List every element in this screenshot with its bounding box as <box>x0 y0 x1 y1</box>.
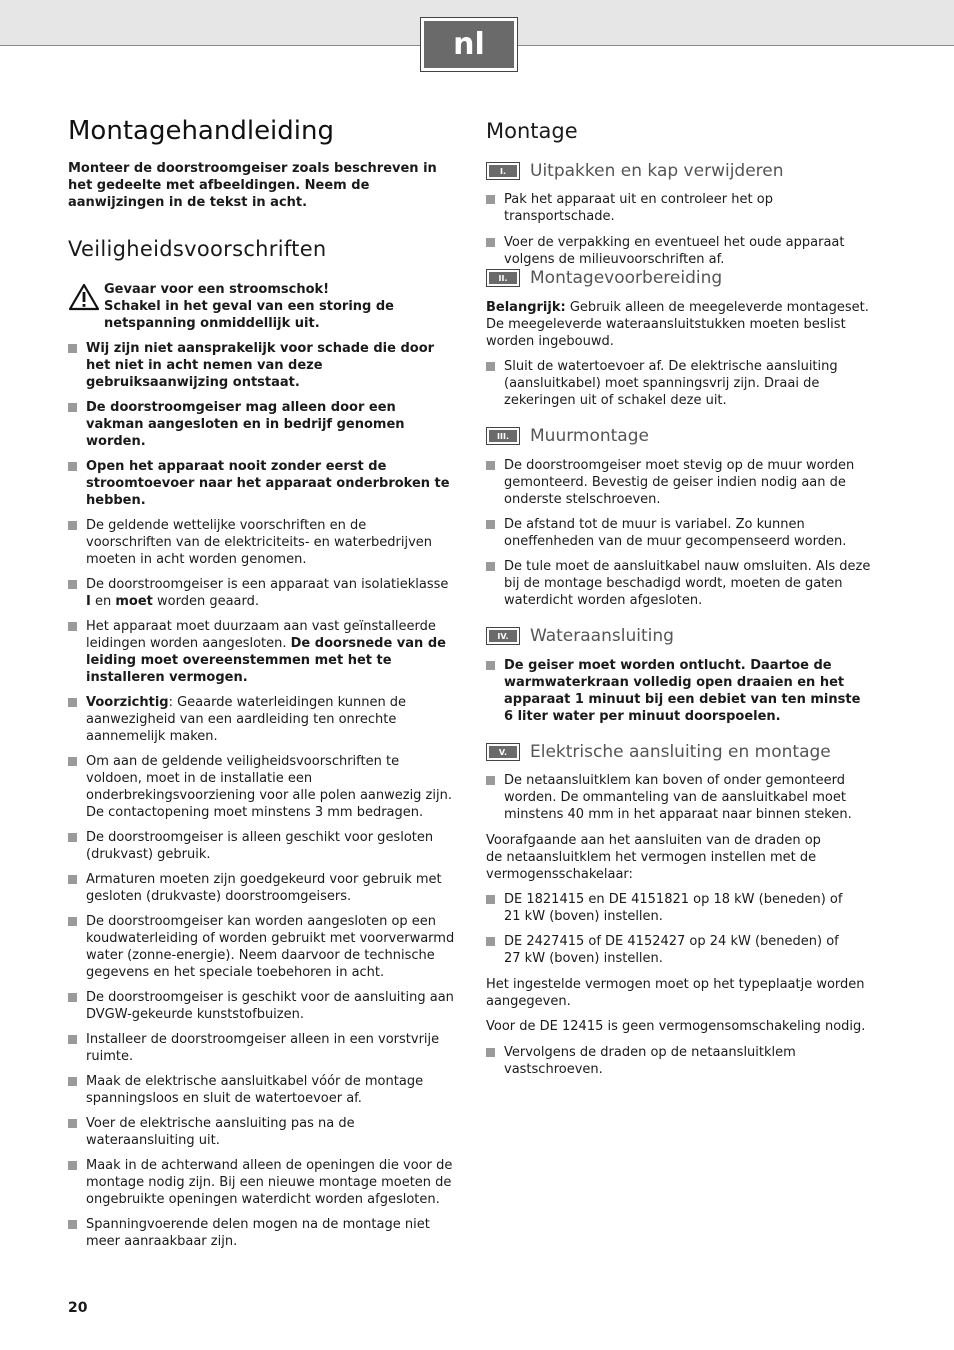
list-item: De afstand tot de muur is variabel. Zo kunnen oneffenheden van de muur gecompenseerd worden. <box>486 516 878 550</box>
text-span: : Geaarde waterleidingen kunnen de aanwezigheid van een aardleiding ten onrechte aannemelijk maken. <box>86 695 407 744</box>
list-item: Vervolgens de draden op de netaansluitklem vastschroeven. <box>486 1044 806 1078</box>
section-title: Elektrische aansluiting en montage <box>530 742 831 762</box>
list-item: Pak het apparaat uit en controleer het op transportschade. <box>486 191 878 225</box>
bold-span: Belangrijk: <box>486 300 566 315</box>
list-item: Sluit de watertoevoer af. De elektrische aansluiting (aansluitkabel) moet spanningsvrij zijn. Draai de zekeringen uit of schakel deze uit. <box>486 358 878 409</box>
text-span: worden geaard. <box>152 594 260 609</box>
warning-line-1: Gevaar voor een stroomschok! <box>104 282 330 297</box>
section-4-header <box>486 625 674 647</box>
list-item: Maak in de achterwand alleen de openingen die voor de montage nodig zijn. Bij een nieuwe montage moeten de ongebruikte openingen waterdicht worden afgesloten. <box>68 1157 456 1208</box>
text-span: Gebruik alleen de meegeleverde montageset. De meegeleverde wateraansluitstukken moeten beslist worden ingebouwd. <box>486 300 869 349</box>
section-2-header <box>486 267 722 289</box>
list-item <box>68 576 456 610</box>
section-badge <box>486 627 520 645</box>
intro-text: Monteer de doorstroomgeiser zoals beschreven in het gedeelte met afbeeldingen. Neem de aanwijzingen in de tekst in acht. <box>68 161 437 210</box>
list-item: De geiser moet worden ontlucht. Daartoe de warmwaterkraan volledig open draaien en het apparaat 1 minuut bij een debiet van ten minste 6 liter water per minuut doorspoelen. <box>486 657 866 725</box>
important-note <box>486 299 878 350</box>
safety-heading: Veiligheidsvoorschriften <box>68 237 327 261</box>
bold-span: I <box>86 594 91 609</box>
section-5-list-b <box>486 891 846 967</box>
list-item: DE 2427415 of DE 4152427 op 24 kW (beneden) of 27 kW (boven) instellen. <box>486 933 846 967</box>
section-1-header <box>486 160 784 182</box>
section-5-list-a <box>486 772 878 823</box>
section-4-list <box>486 657 866 725</box>
list-item: Spanningvoerende delen mogen na de montage niet meer aanraakbaar zijn. <box>68 1216 456 1250</box>
section-2-list <box>486 358 878 409</box>
list-item: De netaansluitklem kan boven of onder gemonteerd worden. De ommanteling van de aansluitkabel moet minstens 40 mm in het apparaat naar binnen steken. <box>486 772 878 823</box>
text-span: De doorstroomgeiser is een apparaat van isolatieklasse <box>86 577 449 592</box>
badge-label: III. <box>489 430 517 442</box>
section-3-list <box>486 457 878 609</box>
list-item: De doorstroomgeiser moet stevig op de muur worden gemonteerd. Bevestig de geiser indien nodig aan de onderste stelschroeven. <box>486 457 878 508</box>
safety-list <box>68 340 456 1250</box>
section-1-list <box>486 191 878 268</box>
no-switch-note: Voor de DE 12415 is geen vermogensomschakeling nodig. <box>486 1019 866 1034</box>
text-span: Het apparaat moet duurzaam aan vast geïnstalleerde leidingen worden aangesloten. <box>86 619 436 651</box>
list-item: De geldende wettelijke voorschriften en de voorschriften van de elektriciteits- en waterbedrijven moeten in acht worden genomen. <box>68 517 456 568</box>
list-item: Armaturen moeten zijn goedgekeurd voor gebruik met gesloten (drukvaste) doorstroomgeisers. <box>68 871 456 905</box>
power-setting-intro: Voorafgaande aan het aansluiten van de draden op de netaansluitklem het vermogen instellen met de vermogensschakelaar: <box>486 833 821 882</box>
page-number: 20 <box>68 1300 88 1316</box>
section-5-list-c <box>486 1044 806 1078</box>
list-item: De doorstroomgeiser is alleen geschikt voor gesloten (drukvast) gebruik. <box>68 829 456 863</box>
page-title: Montagehandleiding <box>68 116 334 146</box>
list-item: De doorstroomgeiser is geschikt voor de aansluiting aan DVGW-gekeurde kunststofbuizen. <box>68 989 456 1023</box>
badge-label: II. <box>489 272 517 284</box>
section-badge <box>486 162 520 180</box>
section-title: Muurmontage <box>530 426 649 446</box>
warning-triangle-icon <box>68 283 100 311</box>
montage-heading: Montage <box>486 119 578 143</box>
language-badge <box>420 17 518 72</box>
list-item: Om aan de geldende veiligheidsvoorschriften te voldoen, moet in de installatie een onderbrekingsvoorziening voor alle polen aanwezig zijn. De contactopening moet minstens 3 mm bedragen. <box>68 753 456 821</box>
section-badge <box>486 427 520 445</box>
list-item: De tule moet de aansluitkabel nauw omsluiten. Als deze bij de montage beschadigd wordt, moeten de gaten waterdicht worden afgesloten. <box>486 558 878 609</box>
list-item: Installeer de doorstroomgeiser alleen in een vorstvrije ruimte. <box>68 1031 456 1065</box>
section-3-header <box>486 425 649 447</box>
section-badge <box>486 743 520 761</box>
list-item: Wij zijn niet aansprakelijk voor schade die door het niet in acht nemen van deze gebruiksaanwijzing ontstaat. <box>68 340 456 391</box>
section-title: Uitpakken en kap verwijderen <box>530 161 784 181</box>
power-label-note: Het ingestelde vermogen moet op het typeplaatje worden aangegeven. <box>486 977 865 1009</box>
list-item <box>68 618 456 686</box>
list-item: DE 1821415 en DE 4151821 op 18 kW (beneden) of 21 kW (boven) instellen. <box>486 891 846 925</box>
badge-label: IV. <box>489 630 517 642</box>
section-title: Wateraansluiting <box>530 626 674 646</box>
section-title: Montagevoorbereiding <box>530 268 723 288</box>
list-item: De doorstroomgeiser mag alleen door een vakman aangesloten en in bedrijf genomen worden. <box>68 399 456 450</box>
section-badge <box>486 269 520 287</box>
bold-span: De doorsnede van de leiding moet overeenstemmen met het te installeren vermogen. <box>86 636 446 685</box>
bold-span: Voorzichtig <box>86 695 169 710</box>
list-item: Maak de elektrische aansluitkabel vóór de montage spanningsloos en sluit de watertoevoer af. <box>68 1073 456 1107</box>
bold-span: moet <box>115 594 153 609</box>
list-item: De doorstroomgeiser kan worden aangesloten op een koudwaterleiding of worden gebruikt met voorverwarmd water (zonne-energie). Neem daarvoor de technische gegevens en het speciale toebehoren in acht. <box>68 913 456 981</box>
list-item <box>68 694 456 745</box>
list-item: Open het apparaat nooit zonder eerst de stroomtoevoer naar het apparaat onderbroken te hebben. <box>68 458 456 509</box>
section-5-header <box>486 741 831 763</box>
warning-line-2: Schakel in het geval van een storing de netspanning onmiddellijk uit. <box>104 299 394 331</box>
badge-label: V. <box>489 746 517 758</box>
text-span: en <box>90 594 116 609</box>
shock-warning <box>68 281 456 332</box>
list-item: Voer de elektrische aansluiting pas na de wateraansluiting uit. <box>68 1115 456 1149</box>
badge-label: I. <box>489 165 517 177</box>
language-code: nl <box>424 21 514 68</box>
list-item: Voer de verpakking en eventueel het oude apparaat volgens de milieuvoorschriften af. <box>486 234 878 268</box>
